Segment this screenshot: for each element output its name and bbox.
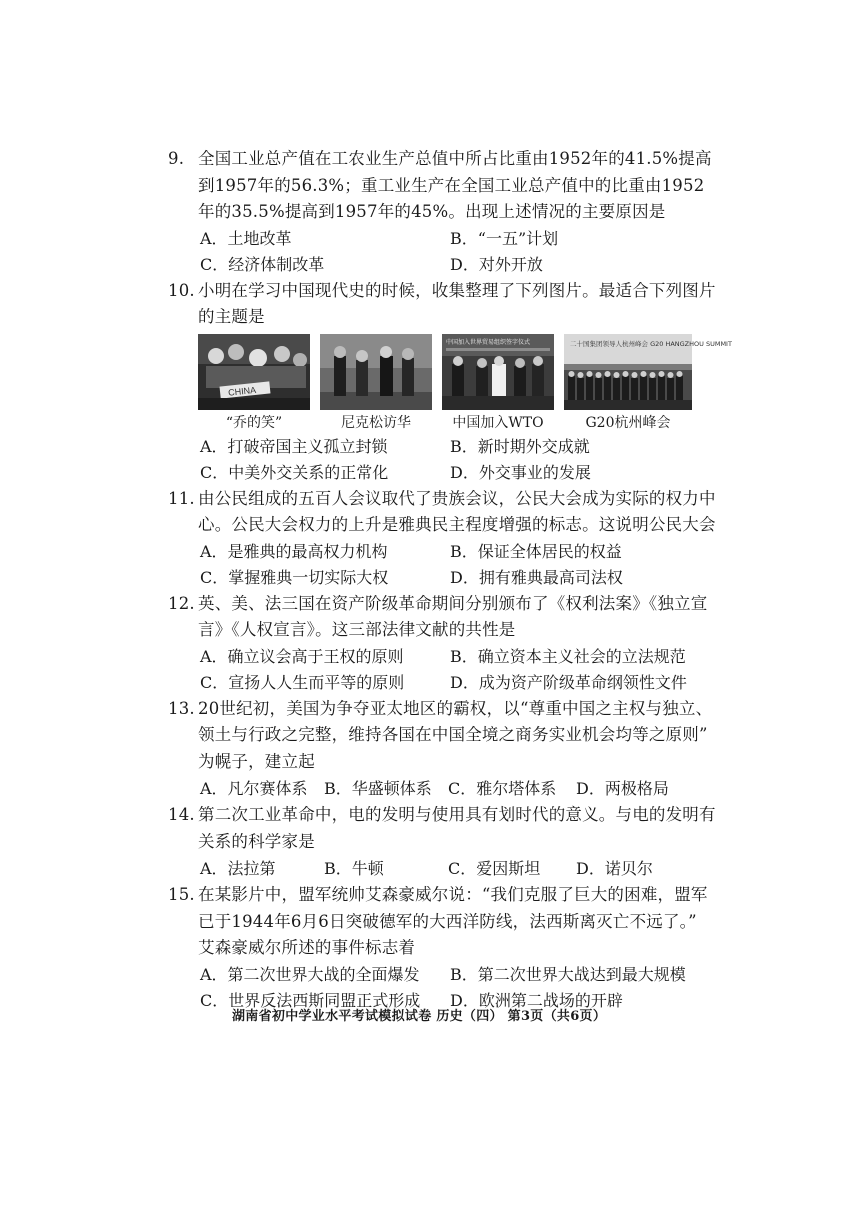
question-text: 关系的科学家是 [198, 831, 315, 851]
photo-g20-hangzhou [564, 334, 732, 410]
option-a: A．确立议会高于王权的原则 [200, 646, 404, 666]
question-10 [168, 278, 732, 486]
option-a: A．是雅典的最高权力机构 [200, 541, 388, 561]
photo-row [168, 334, 732, 434]
question-text: 艾森豪威尔所述的事件标志着 [198, 938, 416, 957]
question-text: 20世纪初，美国为争夺亚太地区的霸权，以“尊重中国之主权与独立、 [198, 698, 713, 718]
options [168, 226, 708, 278]
question-list [168, 146, 732, 1014]
option-d: D．成为资产阶级革命纲领性文件 [450, 672, 687, 692]
option-d: D．拥有雅典最高司法权 [450, 567, 623, 587]
photo-card [564, 334, 732, 434]
option-c: C．中美外交关系的正常化 [200, 462, 389, 482]
photo-ping-qiao-smile [198, 334, 310, 410]
photo-caption: 尼克松访华 [341, 414, 411, 431]
question-text: 小明在学习中国现代史的时候，收集整理了下列图片。最适合下列图片 [198, 280, 716, 300]
photo-caption: G20杭州峰会 [585, 414, 671, 431]
photo-banner-text: 二十国集团领导人杭州峰会 G20 HANGZHOU SUMMIT [570, 339, 732, 348]
question-text: 为幌子，建立起 [198, 751, 315, 771]
options [168, 434, 708, 486]
question-number: 9. [168, 149, 185, 168]
option-a: A．凡尔赛体系 [200, 779, 308, 798]
photo-card [198, 334, 310, 434]
option-d: D．欧洲第二战场的开辟 [450, 990, 623, 1010]
option-b: B．确立资本主义社会的立法规范 [450, 646, 686, 666]
option-a: A．土地改革 [200, 228, 292, 248]
option-b: B．新时期外交成就 [450, 436, 590, 456]
question-11 [168, 486, 716, 591]
options [168, 775, 708, 802]
question-text: 第二次工业革命中，电的发明与使用具有划时代的意义。与电的发明有 [198, 805, 716, 824]
options [168, 539, 708, 591]
photo-nixon-visit [320, 334, 432, 410]
question-text: 由公民组成的五百人会议取代了贵族会议，公民大会成为实际的权力中 [198, 488, 716, 508]
option-c: C．掌握雅典一切实际大权 [200, 567, 389, 587]
question-text: 的主题是 [198, 307, 265, 326]
option-d: D．对外开放 [450, 254, 543, 274]
photo-caption: 中国加入WTO [452, 414, 544, 431]
question-text: 已于1944年6月6日突破德军的大西洋防线，法西斯离灭亡不远了。” [198, 911, 697, 931]
option-c: C．宣扬人人生而平等的原则 [200, 672, 405, 692]
option-d: D．诺贝尔 [576, 859, 653, 878]
option-d: D．两极格局 [576, 779, 669, 798]
photo-caption: “乔的笑” [225, 414, 283, 431]
question-text: 到1957年的56.3%；重工业生产在全国工业总产值中的比重由1952 [198, 175, 705, 195]
question-number: 10. [168, 280, 195, 300]
photo-china-wto [442, 334, 554, 410]
question-text: 领土与行政之完整，维持各国在中国全境之商务实业机会均等之原则” [198, 725, 708, 744]
option-a: A．打破帝国主义孤立封锁 [200, 436, 388, 456]
option-b: B．“一五”计划 [450, 228, 559, 248]
photo-card [442, 334, 554, 434]
option-d: D．外交事业的发展 [450, 462, 591, 482]
option-c: C．经济体制改革 [200, 254, 325, 274]
question-text: 全国工业总产值在工农业生产总值中所占比重由1952年的41.5%提高 [198, 149, 712, 168]
options [168, 644, 708, 696]
option-c: C．雅尔塔体系 [448, 779, 557, 798]
option-b: B．第二次世界大战达到最大规模 [450, 964, 686, 984]
option-c: C．爱因斯坦 [448, 859, 541, 878]
option-b: B．华盛顿体系 [324, 779, 432, 798]
question-text: 英、美、法三国在资产阶级革命期间分别颁布了《权利法案》《独立宣 [198, 593, 708, 613]
question-number: 12. [168, 593, 195, 613]
photo-banner-text: 中国加入世界贸易组织签字仪式 [446, 338, 531, 346]
question-14 [168, 802, 716, 882]
question-number: 15. [168, 885, 195, 904]
photo-sign-text: CHINA [227, 384, 257, 398]
option-b: B．牛顿 [324, 859, 384, 878]
question-text: 在某影片中，盟军统帅艾森豪威尔说：“我们克服了巨大的困难，盟军 [198, 885, 708, 904]
option-a: A．法拉第 [200, 859, 276, 878]
question-text: 年的35.5%提高到1957年的45%。出现上述情况的主要原因是 [198, 202, 666, 221]
question-12 [168, 591, 708, 696]
option-a: A．第二次世界大战的全面爆发 [200, 964, 420, 984]
question-number: 11. [168, 488, 195, 508]
question-13 [168, 696, 713, 803]
option-c: C．世界反法西斯同盟正式形成 [200, 990, 421, 1010]
question-number: 13. [168, 698, 195, 718]
question-text: 言》《人权宣言》。这三部法律文献的共性是 [198, 620, 516, 639]
page-footer: 湖南省初中学业水平考试模拟试卷 历史（四） 第3页（共6页） [232, 1009, 607, 1024]
question-9 [168, 146, 712, 278]
option-b: B．保证全体居民的权益 [450, 541, 622, 561]
question-15 [168, 882, 708, 1014]
question-number: 14. [168, 805, 195, 824]
photo-card [320, 334, 432, 434]
options [168, 855, 708, 882]
question-text: 心。公民大会权力的上升是雅典民主程度增强的标志。这说明公民大会 [198, 515, 716, 534]
